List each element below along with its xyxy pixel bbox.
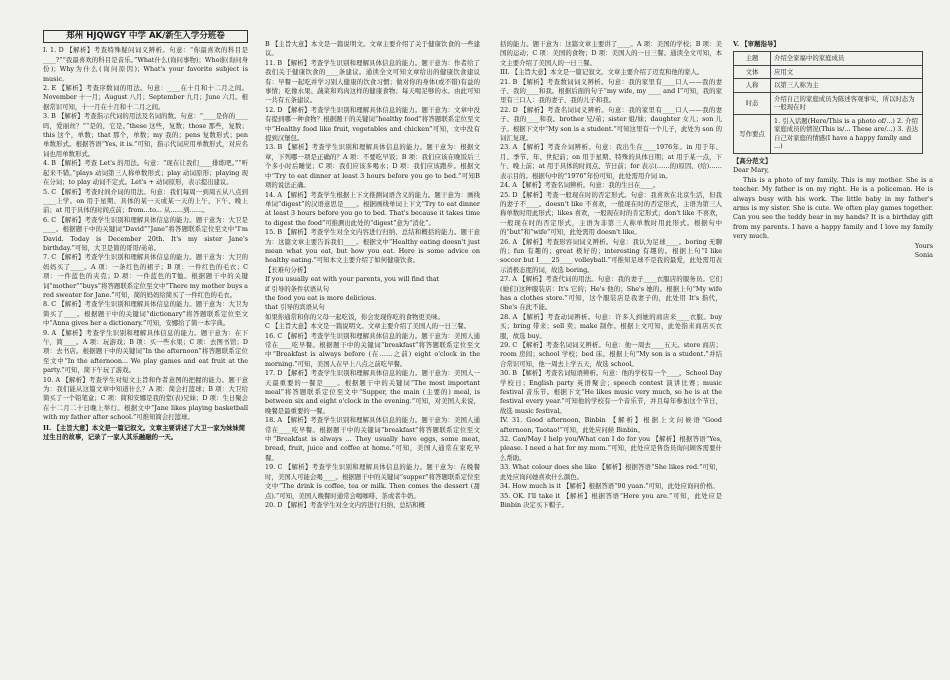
guide-row [734, 52, 923, 66]
answer-list-3 [500, 40, 722, 510]
answer-item: 22. D 【解析】考查名词词义辨析。句意：我的家里有____口人——我的妻子、我的____和我。brother 兄/弟；sister 姐/妹；daughter 女儿；son 儿子。根据下文中“My son is a student.”可知这里有一个儿子，此处为 son 的词汇复现。 [500, 105, 722, 143]
answer-item: 28. A 【解析】考查动词辨析。句意：许多人到她的商店来____衣服。buy 买；bring 带来；sell 卖；make 制作。根据上文可知，此处指来商店买衣服，故选 buy。 [500, 312, 722, 340]
answer-item: that 引导的宾语从句 [265, 303, 325, 312]
answer-item: 32. Can/May I help you/What can I do for you 【解析】根据答语“Yes, please. I need a hat for my mom.”可知，此处应是售货员询问顾客需要什么帮助。 [500, 435, 722, 462]
answer-item: 4. B 【解析】考查 Let's 的用法。句意：“现在让我们____排练吧。”“听起来不错。”plays 动词第三人称单数形式；play 动词原形；playing 现在分词；to play 动词不定式。Let's + 动词原形，表示提出建议。 [43, 159, 248, 187]
answer-item: 15. B 【解析】考查学生对全文内容进行归纳、总结和概括的能力。题干意为：这篇文章主要告诉我们____。根据文中“Healthy eating doesn't just mean what you eat, but how you eat. Here is some advice on healthy eating.”可知本文主要介绍了如何健康饮食。 [265, 228, 480, 265]
answer-item: 26. A 【解析】考查形容词词义辨析。句意：我认为足球____。boring 无聊的；fun 有趣的；great 极好的；interesting 有趣的。根据上句“I like soccer but I____25____ volleyball.”可推知足球不是我的最爱，此处需用表示消极态度的词，故选 boring。 [500, 237, 722, 274]
writing-guide-table [733, 51, 923, 154]
answer-item: 20. D 【解析】考查学生对全文内容进行归纳、总结和概 [265, 500, 425, 509]
answer-item: 10. A 【解析】考查学生对短文主旨和作者意图的把握的能力。题干意为：我们能从这篇文章中知道什么？A 项：简会打篮球；B 项：大卫给简买了一个铅笔盒；C 项：简和安娜是我的堂(表)兄妹；D 项：生日聚会在十二月二十日晚上举行。根据文中“Jane likes playing basketball with my father after school.”可推知简会打篮球。 [43, 375, 248, 422]
guide-row [734, 65, 923, 79]
answer-item: 35. OK. I'll take it 【解析】根据答语“Here you are.”可知，此处应是 Binbin 决定买下帽子。 [500, 491, 722, 509]
answer-list-1 [43, 46, 248, 422]
guide-value: 应用文 [771, 65, 923, 79]
page-title: 郑州 HJQWGY 中学 AK/新生入学分班卷 [43, 30, 248, 43]
answer-item: 16. C 【解析】考查学生识别和理解具体信息的能力。题干意为：美国人通常在____吃早餐。根据题干中的关键词“breakfast”将答题联系定位至文中“Breakfast is always before (在……之前) eight o'clock in the morning.”可知，美国人在早上八点之前吃早餐。 [265, 331, 480, 368]
answer-item: 25. D 【解析】考查一般现在时的否定形式。句意：我喜欢在北京生活，但我的妻子不____。doesn't like 不喜欢，一般现在时的否定形式，主语为第三人称单数时用此形式；likes 喜欢，一般现在时的肯定形式；don't like 不喜欢，一般现在时的否定形式，主语为非第三人称单数时用此形式。根据句中的“but”和“wife”可知，此处需用 doesn't like。 [500, 190, 722, 237]
answer-item: 3. B 【解析】考查指示代词的用法及名词的数。句意：“____是你的____吗，爱丽丝？”“是的，它是。”these 这些，复数；those 那些，复数；this 这个，单数；that 那个，单数；my 我的；pens 复数形式；pen 单数形式。根据答语“Yes, it is.”可知，指示代词应用单数形式，对应名词也用单数形式。 [43, 112, 248, 158]
guide-value: 以第三人称为主 [771, 79, 923, 93]
column-1 [43, 30, 248, 652]
writing-guide-heading: V. 【审题指导】 [733, 40, 780, 48]
section-2-intro: II. 【主旨大意】本文是一篇记叙文。文章主要讲述了大卫一家为妹妹简过生日的故事，记录了一家人其乐融融的一天。 [43, 423, 246, 442]
column-4 [733, 40, 933, 340]
answer-item: 5. C 【解析】考查时间介词的用法。句意：我们每周一到周五从八点到____上学。on 用于星期、具体的某一天或某一天的上午、下午、晚上前；at 用于具体的时间点前；from...to... 从……到……。 [43, 187, 248, 215]
column-3 [500, 40, 722, 680]
answer-item: 9. A 【解析】考查学生识别和理解具体信息的能力。题干意为：在下午，简____。A 项：玩游戏；B 项：买一些水果；C 项：去图书馆；D 项：去书店。根据题干中的关键词“In the afternoon”将答题联系定位至文中“In the afternoon... We play games and eat fruit at the party.”可知，简下午玩了游戏。 [43, 328, 248, 375]
answer-item: 24. A 【解析】考查名词辨析。句意：我的生日在____。 [500, 181, 660, 190]
guide-value: 介绍自己的家庭成员为陈述客观事实，所以时态为一般现在时 [771, 92, 923, 114]
column-2 [265, 40, 480, 680]
guide-key: 文体 [734, 65, 771, 79]
answer-item: 19. C 【解析】考查学生识别和理解具体信息的能力。题干意为：在晚餐时，美国人可能会喝____。根据题干中的关键词“supper”将答题联系定位至文中“The drink is coffee, tea or milk. Then comes the dessert (甜点).”可知，美国人晚餐时通常会喝咖啡、茶或者牛奶。 [265, 463, 480, 500]
answer-item: 7. C 【解析】考查学生识别和理解具体信息的能力。题干意为：大卫的妈妈买了____。A 项：一条红色的裙子；B 项：一件红色的毛衣；C 项：一件蓝色的夹克；D 项：一件蓝色的T恤。根据题干中的关键词“mother”“buys”将答题联系定位至文中“There my mother buys a red sweater for Jane.”可知，简的妈妈给简买了一件红色的毛衣。 [43, 253, 248, 299]
guide-key: 人称 [734, 79, 771, 93]
essay-greeting: Dear Mary, [733, 166, 770, 175]
essay-signature: Sonia [914, 250, 933, 259]
answer-item: B 【主旨大意】本文是一篇说明文。文章主要介绍了关于健康饮食的一些建议。 [265, 40, 480, 58]
answer-item: 21. B 【解析】考查数词词义辨析。句意：我的家里有____口人——我的妻子、我的____和我。根据后面的句子“my wife, my ____ and I”可知，我的家里有三口人：我的妻子、我的儿子和我。 [500, 77, 722, 105]
answer-item: 34. How much is it 【解析】根据答语“90 yuan.”可知，此处应询问价格。 [500, 482, 719, 491]
answer-item: the food you eat is more delicious. [265, 293, 377, 302]
sample-essay-heading: 【高分范文】 [733, 156, 772, 165]
answer-item: 27. A 【解析】考查代词的用法。句意：我的妻子____衣服店的服务员。它们(她们)这种服装店：It's 它的；He's 他的；She's 她的。根据上句“My wife has a clothes store.”可知，这个服装店是我妻子的，此处用 It's 指代，She's 在此不能。 [500, 275, 722, 312]
answer-item: I. 1. D 【解析】考查特殊疑问词义辨析。句意：“你最喜欢的科目是____?”“我最喜欢的科目是音乐。”What什么(询问事物)；Who谁(询问身份)；Why为什么(询问原因)；What's your favorite subject is music. [43, 46, 248, 83]
guide-row [734, 92, 923, 114]
answer-item: 6. C 【解析】考查学生识别和理解具体信息的能力。题干意为：大卫是____。根据题干中的关键词“David”“Jane”将答题联系定位至文中“I'm David. Today is December 20th. It's my sister Jane's birthday.”可知，大卫是简的哥哥/弟弟。 [43, 215, 248, 252]
answer-item: 29. C 【解析】考查名词词义辨析。句意：他一周去____五天。store 商店；room 房间；school 学校；bed 床。根据上句“My son is a student.”并结合常识可知，他一周去上学五天，故选 school。 [500, 341, 722, 368]
guide-key: 写作要点 [734, 114, 771, 153]
answer-item: 18. A 【解析】考查学生识别和理解具体信息的能力。题干意为：美国人通常在____吃早餐。根据题干中的关键词“breakfast”将答题联系定位至文中“Breakfast is always ... They usually have eggs, some meat, bread, fruit, juice and coffee at home.”可知，美国人通常在家吃早餐。 [265, 416, 480, 462]
answer-item: 2. E 【解析】考查序数词的用法。句意：____在十月和十二月之间。November 十一月；August 八月；September 九月；June 六月。根据常识可知，十一月在十月和十二月之间。 [43, 84, 248, 111]
answer-item: if 引导的条件状语从句 [265, 284, 329, 293]
answer-item: 13. B 【解析】考查学生识别和理解具体信息的能力。题干意为：根据文章，下列哪一项是正确的？A 项：不要吃早饭；B 项：我们应该在晚饭后三个多小时后睡觉；C 项：我们应该多喝水；D 项：我们应该跑步。根据文中“Try to eat dinner at least 3 hours before you go to bed.”可知B 项的说法正确。 [265, 143, 480, 190]
answer-item: 23. A 【解析】考查介词辨析。句意：我出生在____1976年。in 用于年、月、季节、年、世纪前；on 用于星期、特殊的具体日期；at 用于某一点，下午、晚上前；at 用于具体的时间点、节日前；for 表示(……的)原因、(给)……表示目的。根据句中的“1976”年份可知，此处需用介词 in。 [500, 143, 722, 180]
answer-item: IV. 31. Good afternoon, Binbin 【解析】根据上文问候语“Good afternoon, Taotao!”可知，此处应问候 Binbin。 [500, 416, 722, 434]
answer-item: 30. B 【解析】考查名词短语辨析。句意：他的学校有一个____。School Day 学校日；English party 英语聚会；speech contest 演讲比赛；music festival 音乐节。根据下文“He likes music very much, so he is at the festival every year.”可知他的学校有一个音乐节，并且每年参加这个节日，故选 music festival。 [500, 369, 722, 415]
guide-key: 主题 [734, 52, 771, 66]
guide-value: 1. 引入话题(Here/This is a photo of/...) 2. 介绍家庭成员的情况(This is/... These are/...) 3. 表达自己对家庭的情感(I have a happy family and ...) [771, 114, 923, 153]
answer-item: 8. C 【解析】考查学生识别和理解具体信息的能力。题干意为：大卫为简买了____。根据题干中的关键词“dictionary”将答题联系定位至文中“Anna gives her a dictionary.”可知，安娜给了简一本字典。 [43, 300, 248, 328]
guide-row [734, 114, 923, 153]
answer-item: 括的能力。题干意为：这篇文章主要讲了____。A 项：美国的学校；B 项：美国的运动；C 项：美国的食物；D 项：美国人的一日三餐。通读全文可知，本文主要介绍了美国人的一日三餐。 [500, 40, 722, 67]
answer-item: If you usually eat with your parents, you will find that [265, 275, 440, 284]
answer-item: 11. B 【解析】考查学生识别和理解具体信息的能力。题干意为：作者给了我们关于健康饮食的____条建议。通读全文可知文章给出的健康饮食建议有：早餐一起吃并学习别人健康的饮食习惯；做对你的身体(或不错)有益的事情；吃像水果、蔬菜和鸡肉这样的健康食物；每天喝足够的水。由此可知一共有五条建议。 [265, 58, 480, 105]
answer-item: 17. D 【解析】考查学生识别和理解具体信息的能力。题干意为：美国人一天最重要的一餐是____。根据题干中的关键词“The most important meal”将答题联系定位至文中“Supper, the main (主要的) meal, is between six and eight o'clock in the evening.”可知，对美国人来说，晚餐是最重要的一餐。 [265, 369, 480, 415]
sample-essay [733, 157, 933, 260]
guide-key: 时态 [734, 92, 771, 114]
answer-list-2 [265, 40, 480, 510]
answer-item: C 【主旨大意】本文是一篇说明文。文章主要介绍了美国人的一日三餐。 [265, 322, 471, 331]
answer-item: 14. A 【解析】考查学生根据上下文推测词语含义的能力。题干意为：画线单词“digest”的汉语意思是____。根据画线单词上下文“Try to eat dinner at least 3 hours before you go to bed. That's because it takes time to digest the food”可推测出此处的“digest”意为“消化”。 [265, 190, 480, 227]
answer-item: III. 【主旨大意】本文是一篇记叙文。文章主要介绍了迈克和他的家人。 [500, 68, 704, 77]
guide-value: 介绍全家福中的家庭成员 [771, 52, 923, 66]
essay-closing: Yours [915, 241, 933, 250]
answer-item: 如果你通常和你的父母一起吃饭，你会发现你吃的食物更美味。 [265, 312, 444, 321]
answer-item: 12. D 【解析】考查学生识别和理解具体信息的能力。题干意为：文章中没有提到哪一种食物？根据题干的关键词“healthy food”将答题联系定位至文中“Healthy food like fruit, vegetables and chicken”可知，文中没有提到汉堡包。 [265, 105, 480, 143]
essay-body: This is a photo of my family. This is my mother. She is a teacher. My father is on my right. He is a policeman. He is always busy with his work. The little baby in my father's arms is my sister. She is cute. We often play games together. Can you see the teddy bear in my hands? It is a birthday gift from my parents. I have a happy family and I love my family very much. [733, 175, 933, 241]
answer-item: 【长难句分析】 [265, 265, 310, 274]
answer-item: 33. What colour does she like 【解析】根据答语“She likes red.”可知，此处应询问她喜欢什么颜色。 [500, 463, 722, 481]
guide-row [734, 79, 923, 93]
